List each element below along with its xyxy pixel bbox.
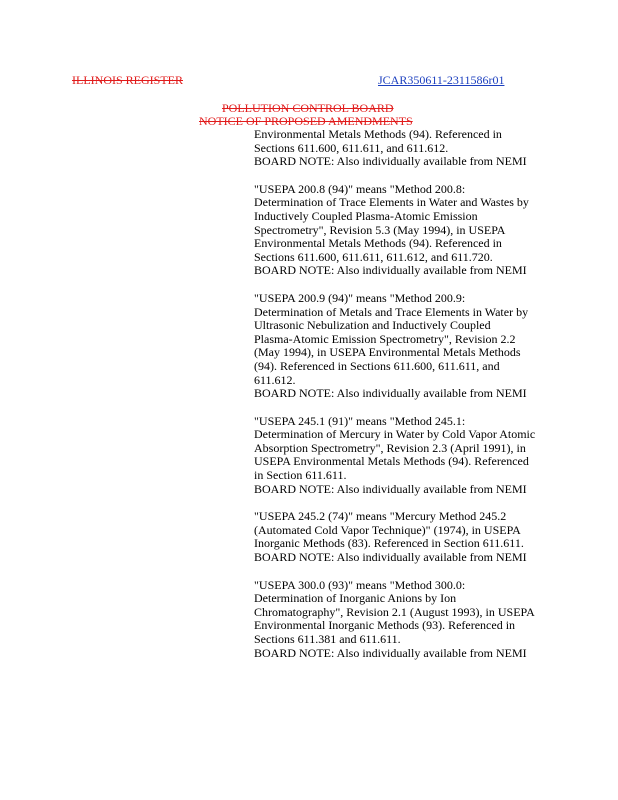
definition-entry [254,579,566,647]
text-line: Inductively Coupled Plasma-Atomic Emission [254,208,478,223]
text-line: Environmental Inorganic Methods (93). Referenced in [254,618,516,633]
text-line: Ultrasonic Nebulization and Inductively Coupled [254,318,491,333]
board-note: BOARD NOTE: Also individually available from NEMI [254,645,527,660]
text-line: "USEPA 300.0 (93)" means "Method 300.0: [254,577,466,592]
agency-title: POLLUTION CONTROL BOARD [222,101,394,115]
text-line: Determination of Inorganic Anions by Ion [254,591,457,606]
text-line: Sections 611.600, 611.611, 611.612, and 611.720. [254,249,493,264]
text-line: (Automated Cold Vapor Technique)" (1974), in USEPA [254,522,521,537]
text-line: Sections 611.600, 611.611, and 611.612. [254,140,449,155]
text-line: Determination of Trace Elements in Water and Wastes by [254,195,529,210]
document-body [254,128,566,660]
text-line: Spectrometry", Revision 5.3 (May 1994), in USEPA [254,222,506,237]
board-note: BOARD NOTE: Also individually available from NEMI [254,263,527,278]
text-line: Inorganic Methods (83). Referenced in Section 611.611. [254,536,524,551]
text-line: in Section 611.611. [254,468,347,483]
continuation-paragraph [254,128,566,155]
text-line: 611.612. [254,372,296,387]
board-note: BOARD NOTE: Also individually available from NEMI [254,481,527,496]
board-note: BOARD NOTE: Also individually available from NEMI [254,386,527,401]
definition-entry [254,510,566,551]
text-line: Chromatography", Revision 2.1 (August 1993), in USEPA [254,604,535,619]
register-title: ILLINOIS REGISTER [72,73,183,87]
board-note: BOARD NOTE: Also individually available from NEMI [254,154,527,169]
text-line: "USEPA 200.9 (94)" means "Method 200.9: [254,290,466,305]
definition-entry [254,415,566,483]
text-line: Sections 611.381 and 611.611. [254,632,401,646]
text-line: Determination of Metals and Trace Elements in Water by [254,304,529,319]
text-line: "USEPA 200.8 (94)" means "Method 200.8: [254,181,466,196]
board-note: BOARD NOTE: Also individually available from NEMI [254,550,527,565]
text-line: Environmental Metals Methods (94). Referenced in [254,127,502,141]
definition-entry [254,183,566,265]
text-line: USEPA Environmental Metals Methods (94). Referenced [254,454,529,469]
text-line: "USEPA 245.2 (74)" means "Mercury Method 245.2 [254,509,507,524]
definition-entry [254,292,566,387]
text-line: Plasma-Atomic Emission Spectrometry", Revision 2.2 [254,331,516,346]
text-line: (94). Referenced in Sections 611.600, 611.611, and [254,358,500,373]
text-line: Environmental Metals Methods (94). Referenced in [254,236,502,251]
text-line: "USEPA 245.1 (91)" means "Method 245.1: [254,413,466,428]
text-line: (May 1994), in USEPA Environmental Metals Methods [254,345,521,360]
notice-title: NOTICE OF PROPOSED AMENDMENTS [199,114,413,128]
text-line: Determination of Mercury in Water by Cold Vapor Atomic [254,427,536,442]
jcar-document-id: JCAR350611-2311586r01 [378,73,505,87]
text-line: Absorption Spectrometry", Revision 2.3 (April 1991), in [254,440,526,455]
